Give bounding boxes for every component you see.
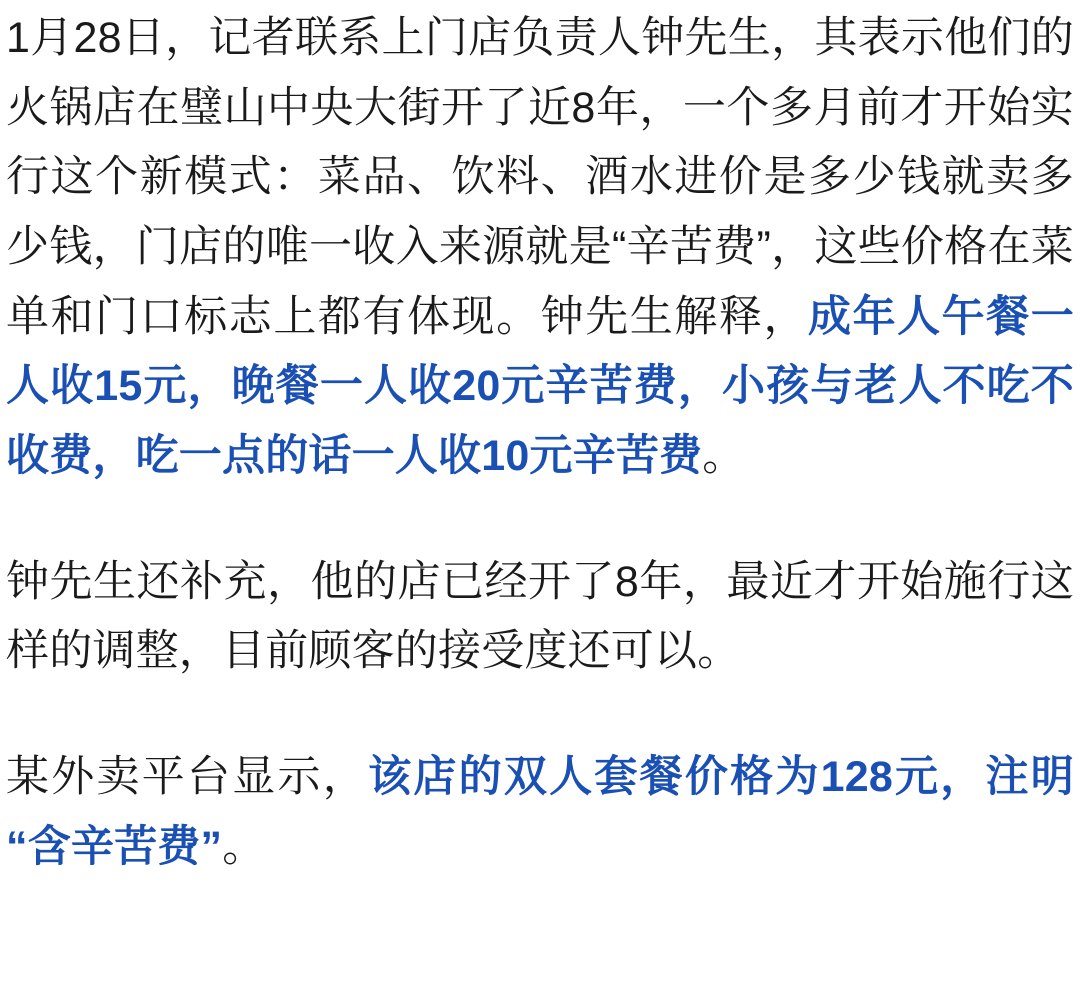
article-paragraph-2 (6, 548, 1074, 687)
paragraph-3-run-3: 。 (222, 822, 266, 871)
paragraph-1-run-3: 。 (702, 431, 746, 480)
article-paragraph-3 (6, 743, 1074, 882)
paragraph-2-run-1: 钟先生还补充，他的店已经开了8年，最近才开始施行这样的调整，目前顾客的接受度还可以。 (6, 557, 1074, 676)
article-paragraph-1 (6, 4, 1074, 492)
paragraph-1-run-1: 1月28日，记者联系上门店负责人钟先生，其表示他们的火锅店在璧山中央大街开了近8年，一个多月前才开始实行这个新模式：菜品、饮料、酒水进价是多少钱就卖多少钱，门店的唯一收入来源就是“辛苦费”，这些价格在菜单和门口标志上都有体现。钟先生解释， (6, 14, 1074, 341)
paragraph-1-highlight: 成年人午餐一人收15元，晚餐一人收20元辛苦费，小孩与老人不吃不收费，吃一点的话一人收10元辛苦费 (6, 292, 1074, 480)
paragraph-3-run-1: 某外卖平台显示， (6, 752, 369, 801)
paragraph-3-highlight: 该店的双人套餐价格为128元，注明“含辛苦费” (6, 752, 1074, 871)
